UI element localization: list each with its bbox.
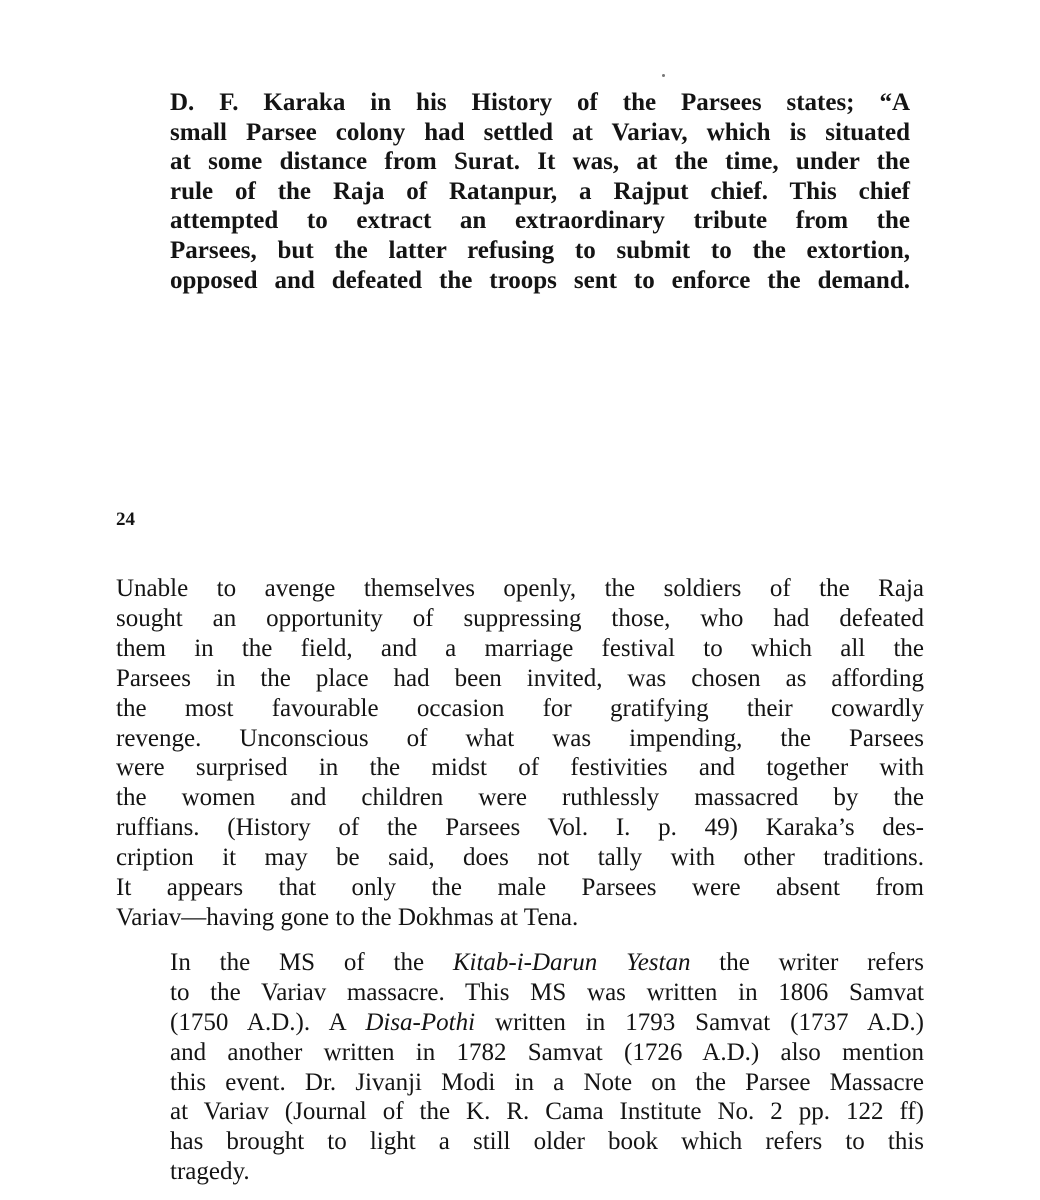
page-number: 24 <box>116 509 135 530</box>
text-line: revenge. Unconscious of what was impending, the Parsees <box>116 724 924 752</box>
text-line: attempted to extract an extraordinary tribute from the <box>170 207 910 235</box>
paragraph-manuscripts <box>116 948 924 1187</box>
text-segment: (1750 A.D.). A <box>170 1008 366 1036</box>
text-line: small Parsee colony had settled at Variav, which is situated <box>170 118 910 146</box>
text-line: cription it may be said, does not tally with other traditions. <box>116 844 924 872</box>
text-line: Parsees in the place had been invited, was chosen as affording <box>116 664 924 692</box>
text-line: rule of the Raja of Ratanpur, a Rajput chief. This chief <box>170 177 910 205</box>
text-line: It appears that only the male Parsees were absent from <box>116 874 924 902</box>
text-line: sought an opportunity of suppressing those, who had defeated <box>116 604 924 632</box>
text-line: tragedy. <box>170 1158 250 1186</box>
body-text <box>116 574 924 1187</box>
text-line: were surprised in the midst of festivities and together with <box>116 754 924 782</box>
text-line <box>116 948 924 978</box>
text-line: the women and children were ruthlessly massacred by the <box>116 784 924 812</box>
text-line: ruffians. (History of the Parsees Vol. I. p. 49) Karaka’s des- <box>116 814 924 842</box>
text-line: opposed and defeated the troops sent to enforce the demand. <box>170 266 910 294</box>
text-segment: the writer refers <box>690 948 924 976</box>
book-title: Kitab-i-Darun Yestan <box>452 948 691 976</box>
text-line: D. F. Karaka in his History of the Parsees states; “A <box>170 89 910 116</box>
text-line: at some distance from Surat. It was, at the time, under the <box>170 148 910 176</box>
text-line: has brought to light a still older book which refers to this <box>170 1128 924 1156</box>
book-title: Disa-Pothi <box>365 1008 476 1036</box>
paragraph-massacre-account <box>116 574 924 933</box>
text-line: them in the field, and a marriage festival to which all the <box>116 634 924 662</box>
text-segment: In the MS of the <box>170 948 453 976</box>
text-line: Unable to avenge themselves openly, the soldiers of the Raja <box>116 575 924 602</box>
text-line: the most favourable occasion for gratifying their cowardly <box>116 694 924 722</box>
text-line: at Variav (Journal of the K. R. Cama Institute No. 2 pp. 122 ff) <box>170 1098 924 1126</box>
text-line: Variav—having gone to the Dokhmas at Tena. <box>116 903 579 931</box>
text-segment: written in 1793 Samvat (1737 A.D.) <box>475 1008 924 1036</box>
text-line: this event. Dr. Jivanji Modi in a Note on the Parsee Massacre <box>170 1068 924 1096</box>
text-line <box>116 1008 924 1038</box>
text-line: to the Variav massacre. This MS was written in 1806 Samvat <box>170 978 924 1006</box>
scan-speck <box>662 74 665 77</box>
text-line: and another written in 1782 Samvat (1726 A.D.) also mention <box>170 1038 924 1066</box>
text-line: Parsees, but the latter refusing to submit to the extortion, <box>170 236 910 264</box>
quoted-history-paragraph <box>114 88 910 295</box>
